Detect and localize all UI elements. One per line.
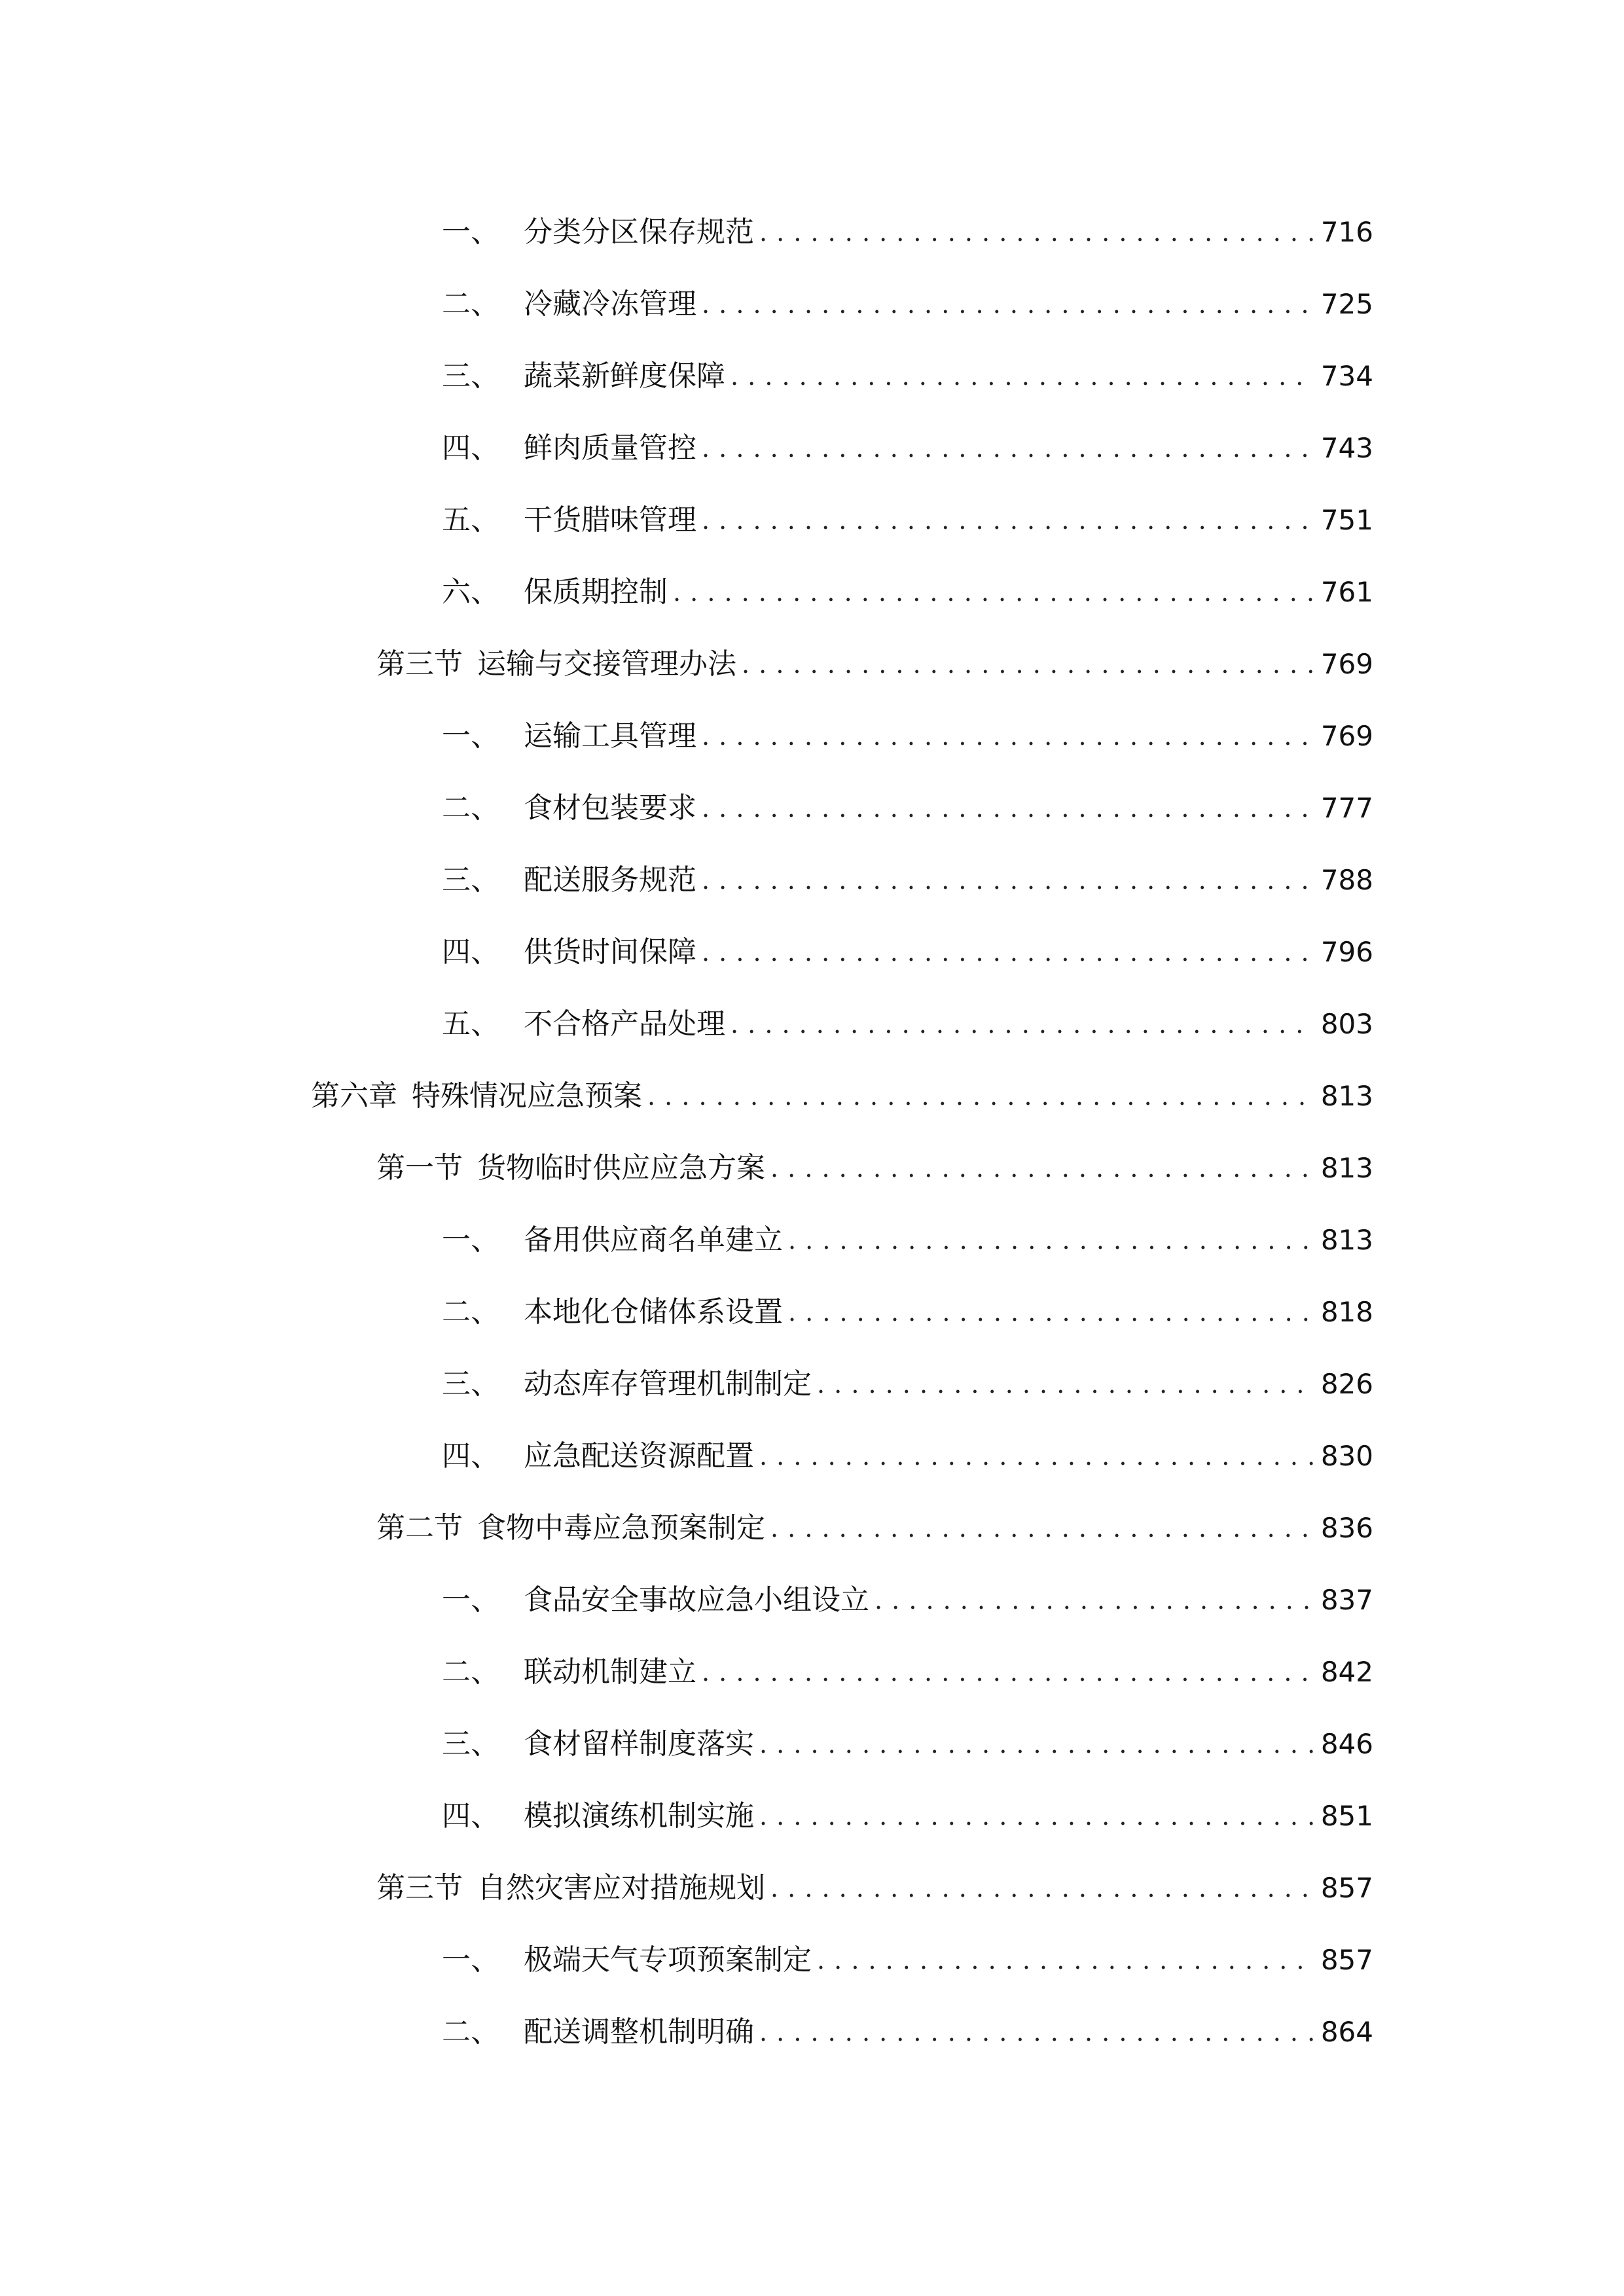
toc-entry-page: 813 [1320,1152,1373,1184]
toc-entry-page: 837 [1320,1584,1373,1616]
toc-dot-leader [759,1725,1313,1764]
toc-entry-number: 四、 [442,1799,499,1833]
toc-entry-title: 供货时间保障 [524,935,696,969]
toc-entry-title: 食材包装要求 [524,791,696,825]
toc-entry-number: 六、 [442,575,499,609]
toc-entry[interactable] [442,200,1373,252]
toc-section-entry[interactable] [376,1856,1373,1908]
toc-entry-number: 三、 [442,359,499,393]
toc-entry-number: 二、 [442,1295,499,1329]
toc-section-entry[interactable] [376,632,1373,684]
toc-dot-leader [702,429,1313,468]
toc-entry[interactable] [442,344,1373,396]
toc-dot-leader [702,861,1313,900]
toc-entry-title: 配送服务规范 [524,863,696,897]
toc-entry[interactable] [442,920,1373,972]
toc-entry-number: 第六章 [311,1079,397,1113]
toc-dot-leader [817,1941,1313,1980]
toc-entry-title: 蔬菜新鲜度保障 [524,359,725,393]
toc-entry-title: 冷藏冷冻管理 [524,287,696,321]
toc-dot-leader [702,501,1313,540]
toc-dot-leader [759,1797,1313,1836]
toc-entry[interactable] [442,1568,1373,1620]
toc-entry-number: 二、 [442,287,499,321]
toc-entry-number: 一、 [442,719,499,753]
toc-dot-leader [788,1293,1313,1332]
toc-dot-leader [788,1221,1313,1260]
toc-entry-number: 三、 [442,863,499,897]
toc-entry-page: 761 [1320,576,1373,608]
toc-entry-title: 保质期控制 [524,575,668,609]
toc-dot-leader [817,1365,1313,1404]
toc-dot-leader [702,717,1313,756]
toc-entry[interactable] [442,2000,1373,2052]
toc-dot-leader [759,2013,1313,2052]
toc-entry-page: 842 [1320,1656,1373,1688]
toc-entry-title: 鲜肉质量管控 [524,431,696,465]
toc-entry-number: 三、 [442,1727,499,1761]
toc-entry[interactable] [442,272,1373,324]
toc-entry-page: 813 [1320,1080,1373,1112]
toc-dot-leader [673,573,1313,612]
toc-entry[interactable] [442,848,1373,900]
toc-section-entry[interactable] [376,1496,1373,1548]
toc-entry-page: 716 [1320,216,1373,248]
toc-entry-page: 857 [1320,1944,1373,1976]
toc-entry-page: 836 [1320,1512,1373,1544]
toc-entry[interactable] [442,1280,1373,1332]
toc-entry[interactable] [442,488,1373,540]
toc-entry-title: 货物临时供应应急方案 [477,1151,765,1185]
toc-entry-title: 干货腊味管理 [524,503,696,537]
toc-entry-number: 第一节 [376,1151,463,1185]
toc-entry[interactable] [442,1640,1373,1692]
toc-entry-page: 788 [1320,864,1373,896]
toc-dot-leader [702,285,1313,324]
toc-entry-number: 五、 [442,1007,499,1041]
toc-dot-leader [770,1149,1313,1188]
toc-entry-number: 一、 [442,1223,499,1257]
toc-dot-leader [702,933,1313,972]
toc-entry-number: 第三节 [376,1871,463,1905]
toc-entry-title: 运输与交接管理办法 [477,647,736,681]
toc-entry-title: 自然灾害应对措施规划 [477,1871,765,1905]
toc-entry-page: 857 [1320,1872,1373,1904]
toc-entry-page: 830 [1320,1440,1373,1472]
toc-dot-leader [647,1077,1313,1116]
toc-entry-title: 模拟演练机制实施 [524,1799,754,1833]
toc-entry-number: 四、 [442,935,499,969]
toc-entry-number: 一、 [442,215,499,249]
toc-entry-number: 一、 [442,1943,499,1977]
toc-entry-number: 二、 [442,2015,499,2049]
toc-entry[interactable] [442,704,1373,756]
toc-entry[interactable] [442,560,1373,612]
toc-entry[interactable] [442,1352,1373,1404]
toc-entry-number: 四、 [442,431,499,465]
toc-entry-title: 食材留样制度落实 [524,1727,754,1761]
toc-dot-leader [702,789,1313,828]
toc-entry-title: 分类分区保存规范 [524,215,754,249]
toc-entry-title: 极端天气专项预案制定 [524,1943,812,1977]
toc-section-entry[interactable] [376,1136,1373,1188]
toc-entry-title: 特殊情况应急预案 [412,1079,642,1113]
toc-entry-page: 725 [1320,288,1373,320]
toc-entry[interactable] [442,1784,1373,1836]
toc-entry-number: 二、 [442,1655,499,1689]
toc-entry-number: 第三节 [376,647,463,681]
toc-entry-title: 运输工具管理 [524,719,696,753]
toc-dot-leader [875,1581,1313,1620]
toc-entry-number: 三、 [442,1367,499,1401]
toc-entry-page: 813 [1320,1224,1373,1256]
toc-entry-title: 不合格产品处理 [524,1007,725,1041]
toc-entry-title: 配送调整机制明确 [524,2015,754,2049]
toc-entry-page: 851 [1320,1800,1373,1832]
toc-entry[interactable] [442,1712,1373,1764]
toc-entry[interactable] [442,1424,1373,1476]
toc-entry-page: 818 [1320,1296,1373,1328]
toc-entry-number: 四、 [442,1439,499,1473]
toc-entry-page: 826 [1320,1368,1373,1400]
toc-dot-leader [770,1509,1313,1548]
toc-entry-title: 本地化仓储体系设置 [524,1295,783,1329]
toc-chapter-entry[interactable] [311,1064,1373,1116]
toc-entry-page: 734 [1320,360,1373,392]
toc-entry[interactable] [442,776,1373,828]
toc-dot-leader [731,1005,1313,1044]
toc-entry[interactable] [442,416,1373,468]
toc-entry[interactable] [442,992,1373,1044]
toc-dot-leader [742,645,1313,684]
toc-entry-page: 864 [1320,2016,1373,2048]
toc-entry-title: 食物中毒应急预案制定 [477,1511,765,1545]
toc-entry-page: 846 [1320,1728,1373,1760]
toc-entry-number: 二、 [442,791,499,825]
toc-entry-title: 食品安全事故应急小组设立 [524,1583,869,1617]
toc-entry-page: 769 [1320,648,1373,680]
toc-entry-page: 751 [1320,504,1373,536]
toc-entry-page: 743 [1320,432,1373,464]
toc-dot-leader [770,1869,1313,1908]
toc-dot-leader [731,357,1313,396]
toc-entry-page: 777 [1320,792,1373,824]
toc-entry-number: 一、 [442,1583,499,1617]
toc-entry-title: 应急配送资源配置 [524,1439,754,1473]
toc-entry-title: 动态库存管理机制制定 [524,1367,812,1401]
toc-dot-leader [759,1437,1313,1476]
toc-entry-page: 769 [1320,720,1373,752]
toc-entry-number: 五、 [442,503,499,537]
toc-dot-leader [759,213,1313,252]
toc-entry-page: 796 [1320,936,1373,968]
toc-entry-number: 第二节 [376,1511,463,1545]
toc-entry-title: 联动机制建立 [524,1655,696,1689]
toc-entry[interactable] [442,1928,1373,1980]
toc-entry-page: 803 [1320,1008,1373,1040]
toc-entry-title: 备用供应商名单建立 [524,1223,783,1257]
toc-dot-leader [702,1653,1313,1692]
toc-entry[interactable] [442,1208,1373,1260]
